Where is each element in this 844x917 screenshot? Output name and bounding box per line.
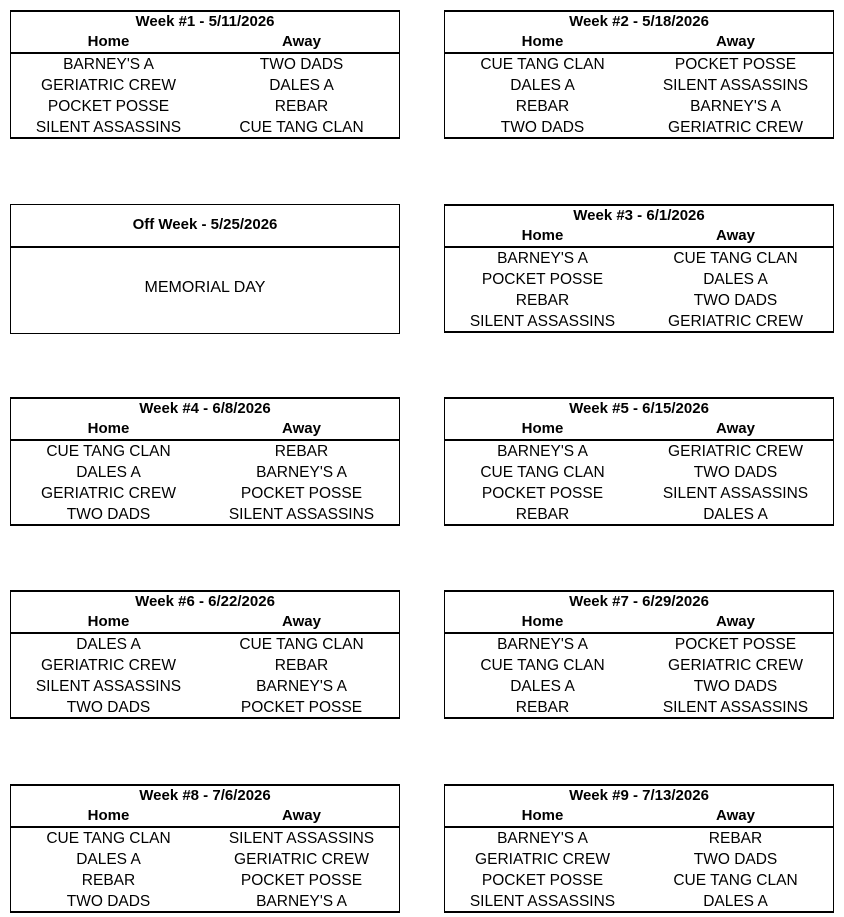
home-team: TWO DADS bbox=[66, 893, 151, 910]
home-header: Home bbox=[521, 420, 564, 437]
away-team: TWO DADS bbox=[693, 851, 778, 868]
home-team: REBAR bbox=[81, 872, 136, 889]
away-team: GERIATRIC CREW bbox=[668, 119, 803, 136]
home-team: CUE TANG CLAN bbox=[46, 443, 171, 460]
away-team: BARNEY'S A bbox=[256, 893, 347, 910]
away-team: BARNEY'S A bbox=[256, 678, 347, 695]
away-team: SILENT ASSASSINS bbox=[662, 485, 809, 502]
game-row bbox=[445, 870, 833, 891]
away-team: CUE TANG CLAN bbox=[673, 250, 798, 267]
game-row bbox=[445, 441, 833, 462]
week-title: Week #7 - 6/29/2026 bbox=[569, 593, 709, 610]
home-team: SILENT ASSASSINS bbox=[35, 678, 182, 695]
game-row bbox=[11, 441, 399, 462]
away-team: GERIATRIC CREW bbox=[668, 313, 803, 330]
away-team: TWO DADS bbox=[259, 56, 344, 73]
table-border bbox=[11, 717, 399, 719]
home-header: Home bbox=[87, 807, 130, 824]
game-row bbox=[11, 462, 399, 483]
home-team: CUE TANG CLAN bbox=[46, 830, 171, 847]
home-team: POCKET POSSE bbox=[481, 872, 604, 889]
game-row bbox=[11, 676, 399, 697]
home-team: BARNEY'S A bbox=[63, 56, 154, 73]
table-border bbox=[445, 137, 833, 139]
table-border bbox=[445, 911, 833, 913]
away-team: BARNEY'S A bbox=[690, 98, 781, 115]
table-border bbox=[445, 524, 833, 526]
home-team: BARNEY'S A bbox=[497, 443, 588, 460]
game-row bbox=[445, 311, 833, 332]
game-row bbox=[445, 117, 833, 138]
away-team: CUE TANG CLAN bbox=[239, 636, 364, 653]
game-row bbox=[11, 75, 399, 96]
home-team: DALES A bbox=[510, 77, 575, 94]
home-team: TWO DADS bbox=[500, 119, 585, 136]
game-row bbox=[445, 849, 833, 870]
table-border bbox=[11, 524, 399, 526]
away-header: Away bbox=[716, 613, 755, 630]
game-row bbox=[11, 54, 399, 75]
game-row bbox=[11, 504, 399, 525]
home-team: POCKET POSSE bbox=[481, 271, 604, 288]
game-row bbox=[445, 96, 833, 117]
home-team: CUE TANG CLAN bbox=[480, 464, 605, 481]
away-team: TWO DADS bbox=[693, 292, 778, 309]
away-team: BARNEY'S A bbox=[256, 464, 347, 481]
header-divider bbox=[11, 246, 399, 248]
week-3-schedule bbox=[444, 204, 834, 333]
game-row bbox=[11, 634, 399, 655]
away-team: DALES A bbox=[703, 271, 768, 288]
game-row bbox=[445, 54, 833, 75]
away-header: Away bbox=[282, 807, 321, 824]
game-row bbox=[445, 634, 833, 655]
game-row bbox=[445, 290, 833, 311]
game-row bbox=[445, 462, 833, 483]
game-row bbox=[445, 655, 833, 676]
week-title: Week #5 - 6/15/2026 bbox=[569, 400, 709, 417]
away-team: REBAR bbox=[274, 443, 329, 460]
table-border bbox=[11, 137, 399, 139]
table-border bbox=[445, 717, 833, 719]
home-team: SILENT ASSASSINS bbox=[469, 893, 616, 910]
week-9-schedule bbox=[444, 784, 834, 913]
home-team: DALES A bbox=[76, 464, 141, 481]
week-1-schedule bbox=[10, 10, 400, 139]
game-row bbox=[11, 655, 399, 676]
table-border bbox=[445, 331, 833, 333]
game-row bbox=[445, 504, 833, 525]
home-team: GERIATRIC CREW bbox=[41, 657, 176, 674]
away-team: GERIATRIC CREW bbox=[668, 657, 803, 674]
away-team: SILENT ASSASSINS bbox=[228, 830, 375, 847]
game-row bbox=[11, 483, 399, 504]
away-header: Away bbox=[716, 227, 755, 244]
week-title: Week #6 - 6/22/2026 bbox=[135, 593, 275, 610]
home-team: TWO DADS bbox=[66, 699, 151, 716]
game-row bbox=[445, 75, 833, 96]
home-team: DALES A bbox=[76, 636, 141, 653]
off-week-title: Off Week - 5/25/2026 bbox=[132, 216, 278, 233]
home-team: BARNEY'S A bbox=[497, 830, 588, 847]
game-row bbox=[445, 891, 833, 912]
away-team: CUE TANG CLAN bbox=[673, 872, 798, 889]
away-team: POCKET POSSE bbox=[674, 636, 797, 653]
home-team: REBAR bbox=[515, 292, 570, 309]
game-row bbox=[445, 697, 833, 718]
game-row bbox=[11, 828, 399, 849]
home-team: REBAR bbox=[515, 98, 570, 115]
away-team: TWO DADS bbox=[693, 464, 778, 481]
home-team: REBAR bbox=[515, 506, 570, 523]
game-row bbox=[445, 483, 833, 504]
week-title: Week #2 - 5/18/2026 bbox=[569, 13, 709, 30]
away-team: REBAR bbox=[274, 98, 329, 115]
home-team: DALES A bbox=[510, 678, 575, 695]
home-header: Home bbox=[521, 613, 564, 630]
week-4-schedule bbox=[10, 397, 400, 526]
home-team: DALES A bbox=[76, 851, 141, 868]
away-team: REBAR bbox=[708, 830, 763, 847]
home-team: SILENT ASSASSINS bbox=[35, 119, 182, 136]
home-team: REBAR bbox=[515, 699, 570, 716]
week-title: Week #4 - 6/8/2026 bbox=[139, 400, 271, 417]
home-header: Home bbox=[521, 33, 564, 50]
game-row bbox=[445, 676, 833, 697]
home-team: BARNEY'S A bbox=[497, 250, 588, 267]
home-team: SILENT ASSASSINS bbox=[469, 313, 616, 330]
home-team: POCKET POSSE bbox=[47, 98, 170, 115]
home-team: POCKET POSSE bbox=[481, 485, 604, 502]
week-title: Week #8 - 7/6/2026 bbox=[139, 787, 271, 804]
away-team: REBAR bbox=[274, 657, 329, 674]
home-team: CUE TANG CLAN bbox=[480, 56, 605, 73]
holiday-note: MEMORIAL DAY bbox=[144, 279, 266, 296]
away-team: GERIATRIC CREW bbox=[234, 851, 369, 868]
home-team: CUE TANG CLAN bbox=[480, 657, 605, 674]
week-6-schedule bbox=[10, 590, 400, 719]
away-header: Away bbox=[282, 420, 321, 437]
home-team: GERIATRIC CREW bbox=[41, 77, 176, 94]
away-team: GERIATRIC CREW bbox=[668, 443, 803, 460]
away-team: CUE TANG CLAN bbox=[239, 119, 364, 136]
away-team: DALES A bbox=[703, 506, 768, 523]
game-row bbox=[11, 117, 399, 138]
table-border bbox=[11, 911, 399, 913]
away-header: Away bbox=[716, 420, 755, 437]
game-row bbox=[11, 849, 399, 870]
home-team: GERIATRIC CREW bbox=[475, 851, 610, 868]
home-header: Home bbox=[87, 33, 130, 50]
week-title: Week #9 - 7/13/2026 bbox=[569, 787, 709, 804]
away-team: TWO DADS bbox=[693, 678, 778, 695]
away-header: Away bbox=[282, 613, 321, 630]
away-team: POCKET POSSE bbox=[240, 699, 363, 716]
away-team: SILENT ASSASSINS bbox=[662, 77, 809, 94]
away-team: DALES A bbox=[269, 77, 334, 94]
home-team: TWO DADS bbox=[66, 506, 151, 523]
week-5-schedule bbox=[444, 397, 834, 526]
week-7-schedule bbox=[444, 590, 834, 719]
home-header: Home bbox=[521, 227, 564, 244]
away-header: Away bbox=[282, 33, 321, 50]
week-title: Week #3 - 6/1/2026 bbox=[573, 207, 705, 224]
home-header: Home bbox=[521, 807, 564, 824]
game-row bbox=[445, 269, 833, 290]
home-team: BARNEY'S A bbox=[497, 636, 588, 653]
week-2-schedule bbox=[444, 10, 834, 139]
away-header: Away bbox=[716, 33, 755, 50]
away-team: DALES A bbox=[703, 893, 768, 910]
home-header: Home bbox=[87, 420, 130, 437]
game-row bbox=[11, 697, 399, 718]
away-team: SILENT ASSASSINS bbox=[228, 506, 375, 523]
away-header: Away bbox=[716, 807, 755, 824]
home-header: Home bbox=[87, 613, 130, 630]
game-row bbox=[445, 248, 833, 269]
game-row bbox=[11, 870, 399, 891]
away-team: POCKET POSSE bbox=[674, 56, 797, 73]
away-team: POCKET POSSE bbox=[240, 872, 363, 889]
game-row bbox=[11, 891, 399, 912]
game-row bbox=[445, 828, 833, 849]
away-team: SILENT ASSASSINS bbox=[662, 699, 809, 716]
off-week-box bbox=[10, 204, 400, 334]
away-team: POCKET POSSE bbox=[240, 485, 363, 502]
game-row bbox=[11, 96, 399, 117]
home-team: GERIATRIC CREW bbox=[41, 485, 176, 502]
week-title: Week #1 - 5/11/2026 bbox=[135, 13, 275, 30]
week-8-schedule bbox=[10, 784, 400, 913]
